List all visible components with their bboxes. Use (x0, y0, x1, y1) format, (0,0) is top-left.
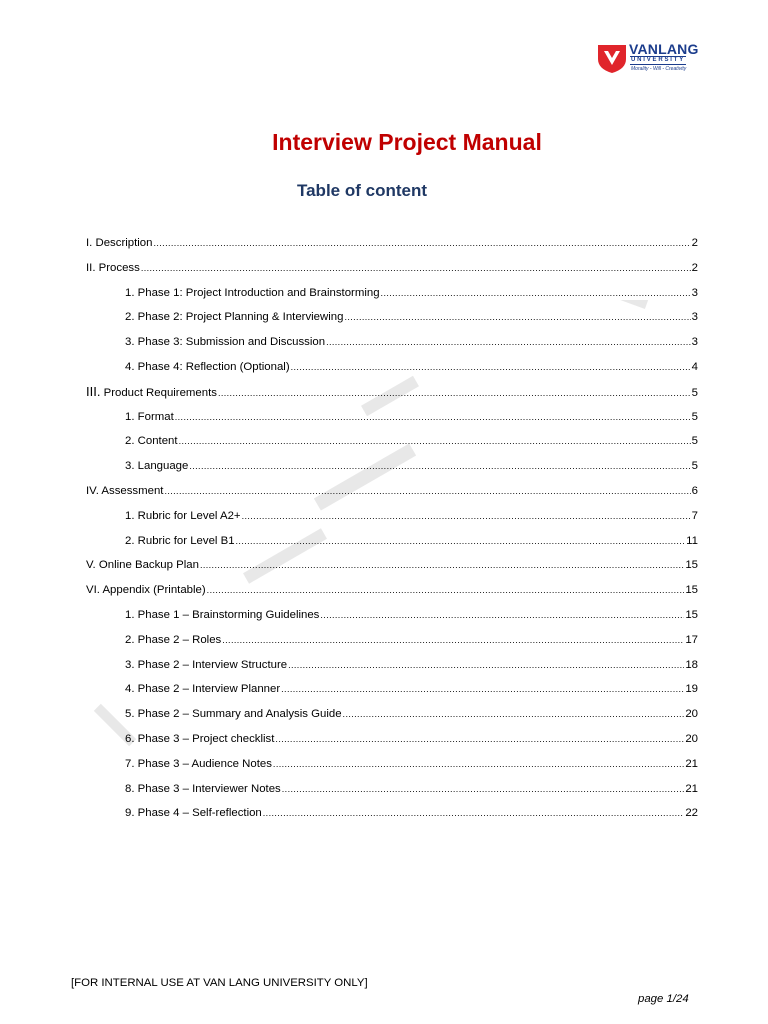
toc-entry-title: 2. Rubric for Level B1 (125, 534, 235, 547)
toc-entry-page: 3 (691, 311, 698, 324)
toc-entry[interactable] (86, 727, 698, 752)
toc-entry[interactable] (86, 603, 698, 628)
toc-entry-text: Product Requirements (103, 386, 217, 399)
toc-leader-dots (189, 454, 690, 479)
toc-entry-roman: III. (86, 383, 101, 399)
toc-entry[interactable] (86, 677, 698, 702)
toc-entry-page: 3 (691, 286, 698, 299)
toc-entry[interactable] (86, 479, 698, 504)
toc-leader-dots (222, 628, 684, 653)
toc-leader-dots (141, 256, 691, 281)
toc-leader-dots (153, 231, 690, 256)
internal-use-notice: [FOR INTERNAL USE AT VAN LANG UNIVERSITY ONLY] (71, 977, 368, 989)
toc-leader-dots (344, 305, 690, 330)
toc-leader-dots (164, 479, 690, 504)
toc-entry-title: VI. Appendix (Printable) (86, 584, 206, 597)
toc-entry[interactable] (86, 777, 698, 802)
toc-entry-title (86, 380, 217, 405)
toc-entry-title: IV. Assessment (86, 484, 164, 497)
toc-entry-page: 20 (685, 708, 698, 721)
toc-entry-title: 2. Content (125, 435, 178, 448)
toc-leader-dots (320, 603, 684, 628)
toc-entry[interactable] (86, 628, 698, 653)
toc-leader-dots (263, 801, 685, 826)
toc-entry-title: II. Process (86, 261, 140, 274)
toc-entry[interactable] (86, 702, 698, 727)
toc-entry-title: 3. Phase 3: Submission and Discussion (125, 336, 326, 349)
toc-entry[interactable] (86, 653, 698, 678)
toc-entry-title: 1. Format (125, 410, 174, 423)
toc-leader-dots (281, 677, 684, 702)
page-number: page 1/24 (638, 993, 689, 1005)
toc-leader-dots (275, 727, 684, 752)
toc-entry-title: 2. Phase 2: Project Planning & Interviewing (125, 311, 344, 324)
toc-entry-page: 6 (691, 484, 698, 497)
toc-entry-page: 19 (685, 683, 698, 696)
toc-leader-dots (242, 504, 691, 529)
toc-entry-page: 18 (685, 658, 698, 671)
toc-entry-title: 3. Language (125, 460, 189, 473)
toc-entry-page: 5 (691, 460, 698, 473)
toc-entry-title: 4. Phase 2 – Interview Planner (125, 683, 281, 696)
toc-leader-dots (282, 777, 685, 802)
toc-entry-page: 21 (685, 782, 698, 795)
table-of-contents (86, 231, 698, 826)
toc-leader-dots (179, 429, 691, 454)
toc-entry[interactable] (86, 405, 698, 430)
toc-entry-title: 9. Phase 4 – Self-reflection (125, 807, 262, 820)
toc-entry-page: 20 (685, 732, 698, 745)
toc-entry-title: 1. Phase 1: Project Introduction and Brainstorming (125, 286, 380, 299)
toc-entry[interactable] (86, 355, 698, 380)
toc-entry[interactable] (86, 380, 698, 405)
toc-entry-page: 2 (691, 237, 698, 249)
toc-leader-dots (326, 330, 691, 355)
toc-entry-page: 3 (691, 336, 698, 349)
toc-entry-page: 15 (685, 584, 698, 597)
toc-leader-dots (236, 529, 686, 554)
toc-leader-dots (200, 553, 684, 578)
toc-entry[interactable] (86, 256, 698, 281)
toc-entry-page: 4 (691, 360, 698, 373)
toc-entry-title: 3. Phase 2 – Interview Structure (125, 658, 288, 671)
toc-entry-title: V. Online Backup Plan (86, 559, 199, 572)
toc-entry-page: 5 (691, 386, 698, 399)
toc-leader-dots (291, 355, 691, 380)
toc-entry[interactable] (86, 281, 698, 306)
toc-entry-title: 1. Rubric for Level A2+ (125, 509, 241, 522)
toc-leader-dots (175, 405, 691, 430)
toc-leader-dots (218, 381, 691, 405)
toc-entry[interactable] (86, 429, 698, 454)
toc-entry-page: 17 (685, 633, 698, 646)
toc-entry-page: 22 (685, 807, 698, 820)
toc-entry-page: 15 (685, 559, 698, 572)
logo-sub: UNIVERSITY (631, 57, 686, 63)
logo-brand: VANLANG (629, 41, 699, 57)
toc-entry-page: 7 (691, 509, 698, 522)
toc-leader-dots (207, 578, 685, 603)
toc-entry[interactable] (86, 752, 698, 777)
toc-entry-page: 11 (686, 534, 698, 547)
toc-entry-title: 1. Phase 1 – Brainstorming Guidelines (125, 608, 320, 621)
toc-entry[interactable] (86, 231, 698, 256)
toc-entry-page: 15 (685, 608, 698, 621)
toc-leader-dots (273, 752, 684, 777)
toc-entry-title: 6. Phase 3 – Project checklist (125, 732, 275, 745)
toc-entry-page: 5 (691, 435, 698, 448)
toc-entry-title: 4. Phase 4: Reflection (Optional) (125, 360, 290, 373)
toc-entry-page: 2 (691, 261, 698, 274)
toc-leader-dots (343, 702, 685, 727)
toc-entry-title: 8. Phase 3 – Interviewer Notes (125, 782, 281, 795)
toc-entry[interactable] (86, 305, 698, 330)
shield-logo-icon (598, 43, 626, 73)
toc-entry-title: 7. Phase 3 – Audience Notes (125, 757, 272, 770)
toc-entry-title: I. Description (86, 237, 153, 249)
toc-heading: Table of content (296, 181, 427, 200)
toc-leader-dots (381, 281, 691, 306)
toc-leader-dots (288, 653, 684, 678)
toc-entry[interactable] (86, 529, 698, 554)
toc-entry-page: 5 (691, 410, 698, 423)
logo-motto: Morality - Will - Creativity (631, 66, 687, 72)
toc-entry[interactable] (86, 801, 698, 826)
toc-entry-title: 5. Phase 2 – Summary and Analysis Guide (125, 708, 342, 721)
toc-entry[interactable] (86, 454, 698, 479)
toc-entry[interactable] (86, 578, 698, 603)
toc-entry[interactable] (86, 553, 698, 578)
toc-entry[interactable] (86, 504, 698, 529)
document-title: Interview Project Manual (272, 129, 542, 155)
toc-entry-page: 21 (685, 757, 698, 770)
vanlang-logo (598, 41, 702, 75)
toc-entry-title: 2. Phase 2 – Roles (125, 633, 222, 646)
toc-entry[interactable] (86, 330, 698, 355)
